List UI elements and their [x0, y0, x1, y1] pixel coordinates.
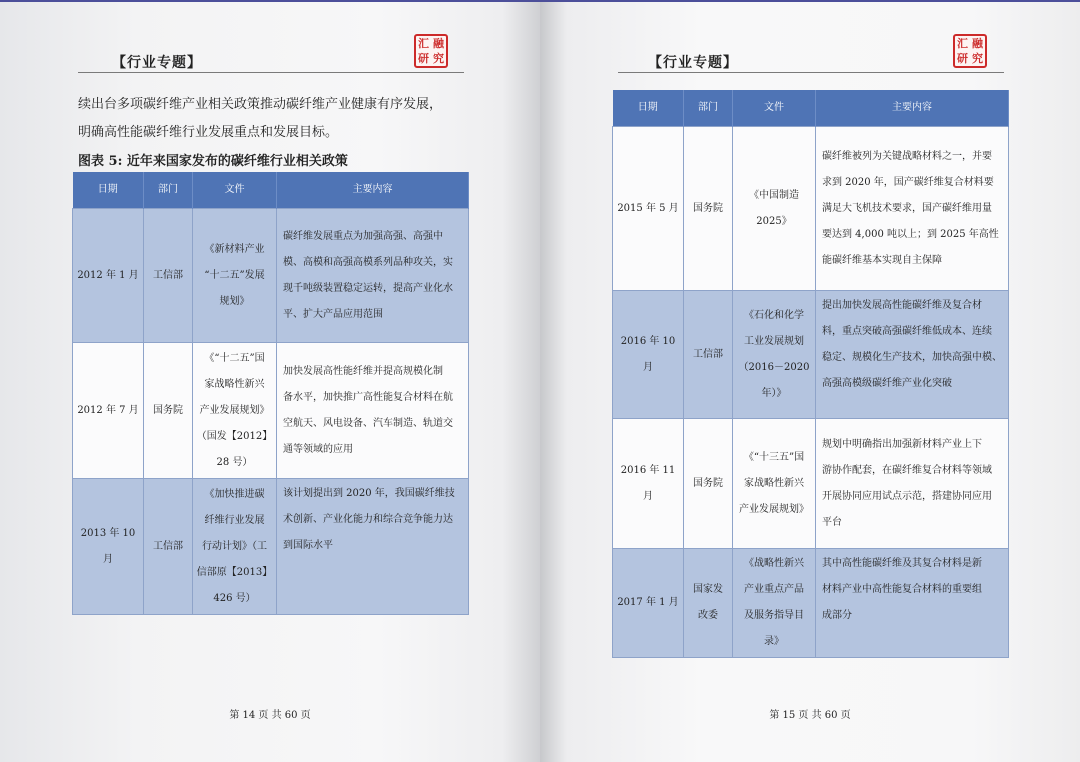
intro-line-1: 续出台多项碳纤维产业相关政策推动碳纤维产业健康有序发展，: [78, 97, 443, 112]
page-footer-left: 第 14 页 共 60 页: [229, 710, 311, 721]
cell-content: 加快发展高性能纤维并提高规模化制 备水平，加快推广高性能复合材料在航 空航天、风电设备、汽车制造、轨道交 通等领域的应用: [277, 343, 469, 479]
top-accent-line: [540, 0, 1080, 2]
right-header-title: 【行业专题】: [648, 55, 738, 71]
cell-date: 2012 年 1 月: [73, 209, 144, 343]
left-header-title: 【行业专题】: [112, 55, 202, 71]
cell-content: 碳纤维被列为关键战略材料之一，并要 求到 2020 年，国产碳纤维复合材料要 满足大飞机技术要求，国产碳纤维用量 要达到 4,000 吨以上；到 2025 年高性 能碳纤维基本实现自主保障: [816, 127, 1009, 291]
policy-table-right: [612, 90, 1009, 658]
table-row: [613, 549, 1009, 658]
top-accent-line: [0, 0, 540, 2]
table-row: [613, 127, 1009, 291]
table-row: [613, 419, 1009, 549]
col-header-dept: 部门: [684, 90, 733, 127]
col-header-date: 日期: [613, 90, 684, 127]
right-page: [540, 0, 1080, 762]
page-footer-right: 第 15 页 共 60 页: [769, 710, 851, 721]
cell-date: 2015 年 5 月: [613, 127, 684, 291]
col-header-doc: 文件: [733, 90, 816, 127]
cell-content: 碳纤维发展重点为加强高强、高强中 模、高模和高强高模系列品种攻关，实 现千吨级装置稳定运转，提高产业化水 平、扩大产品应用范围: [277, 209, 469, 343]
table-row: [613, 291, 1009, 419]
table-header-row: [613, 90, 1009, 127]
col-header-content: 主要内容: [277, 172, 469, 209]
table-row: [73, 343, 469, 479]
col-header-date: 日期: [73, 172, 144, 209]
table-row: [73, 209, 469, 343]
col-header-dept: 部门: [144, 172, 193, 209]
cell-doc: 《加快推进碳 纤维行业发展 行动计划》（工 信部原【2013】 426 号）: [193, 479, 277, 615]
cell-dept: 国务院: [684, 127, 733, 291]
policy-table-left: [72, 172, 469, 615]
cell-date: 2017 年 1 月: [613, 549, 684, 658]
cell-dept: 国务院: [144, 343, 193, 479]
col-header-content: 主要内容: [816, 90, 1009, 127]
cell-dept: 国务院: [684, 419, 733, 549]
cell-doc: 《战略性新兴 产业重点产品 及服务指导目 录》: [733, 549, 816, 658]
huirong-logo-icon: 汇 融 研 究: [414, 34, 448, 68]
cell-content: 该计划提出到 2020 年，我国碳纤维技 术创新、产业化能力和综合竞争能力达 到国际水平: [277, 479, 469, 615]
cell-dept: 国家发 改委: [684, 549, 733, 658]
cell-doc: 《新材料产业 “十二五”发展 规划》: [193, 209, 277, 343]
cell-content: 其中高性能碳纤维及其复合材料是新 材料产业中高性能复合材料的重要组 成部分: [816, 549, 1009, 658]
table-row: [73, 479, 469, 615]
cell-date: 2013 年 10 月: [73, 479, 144, 615]
cell-doc: 《中国制造 2025》: [733, 127, 816, 291]
cell-doc: 《石化和化学 工业发展规划 （2016－2020 年）》: [733, 291, 816, 419]
cell-content: 规划中明确指出加强新材料产业上下 游协作配套，在碳纤维复合材料等领域 开展协同应用试点示范，搭建协同应用 平台: [816, 419, 1009, 549]
header-rule: [78, 72, 464, 73]
intro-line-2: 明确高性能碳纤维行业发展重点和发展目标。: [78, 125, 339, 140]
cell-date: 2012 年 7 月: [73, 343, 144, 479]
cell-doc: 《“十三五”国 家战略性新兴 产业发展规划》: [733, 419, 816, 549]
header-rule: [618, 72, 1004, 73]
cell-date: 2016 年 10 月: [613, 291, 684, 419]
huirong-logo-icon: 汇 融 研 究: [953, 34, 987, 68]
cell-dept: 工信部: [144, 209, 193, 343]
cell-content: 提出加快发展高性能碳纤维及复合材 料，重点突破高强碳纤维低成本、连续 稳定、规模化生产技术，加快高强中模、 高强高模级碳纤维产业化突破: [816, 291, 1009, 419]
col-header-doc: 文件: [193, 172, 277, 209]
cell-dept: 工信部: [144, 479, 193, 615]
figure-title: 图表 5: 近年来国家发布的碳纤维行业相关政策: [78, 154, 348, 169]
cell-date: 2016 年 11 月: [613, 419, 684, 549]
cell-dept: 工信部: [684, 291, 733, 419]
cell-doc: 《“十二五”国 家战略性新兴 产业发展规划》 （国发【2012】 28 号）: [193, 343, 277, 479]
table-header-row: [73, 172, 469, 209]
